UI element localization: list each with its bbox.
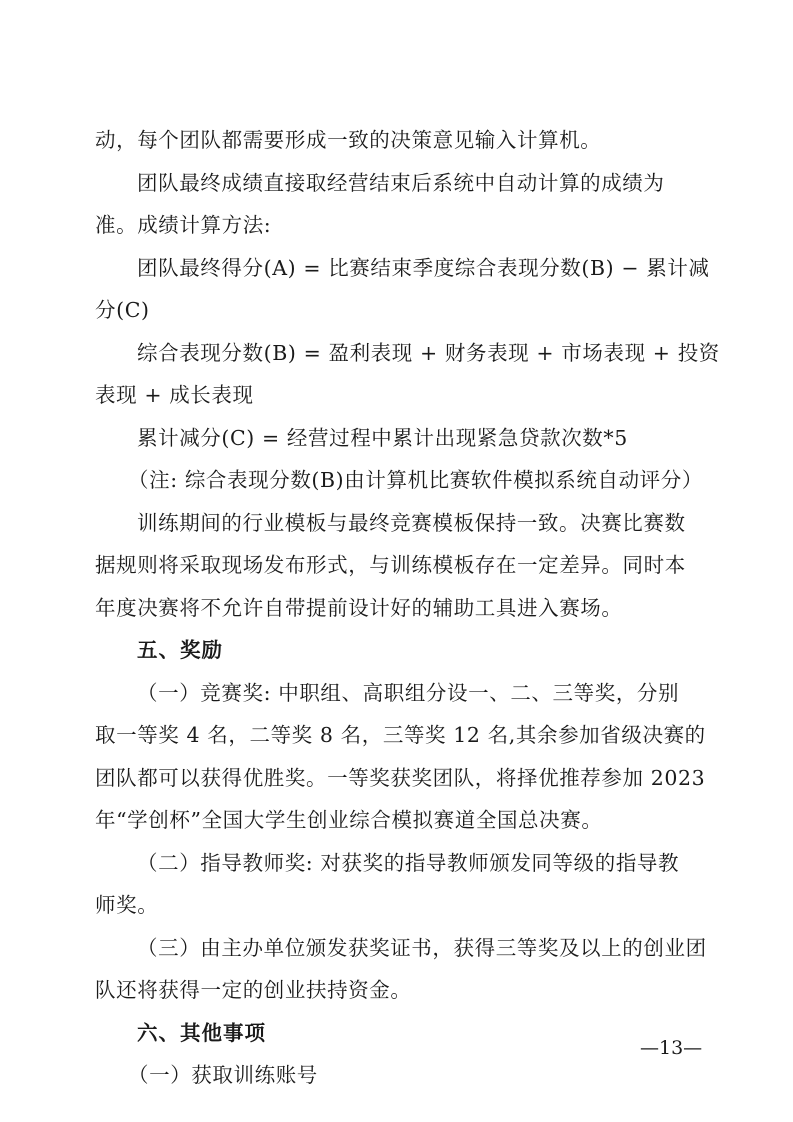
paragraph-line: 团队都可以获得优胜奖。一等奖获奖团队，将择优推荐参加 2023 — [95, 766, 706, 790]
paragraph-line: 取一等奖 4 名，二等奖 8 名，三等奖 12 名,其余参加省级决赛的 — [95, 723, 706, 747]
paragraph-line: 团队最终成绩直接取经营结束后系统中自动计算的成绩为 — [137, 171, 665, 195]
section-heading: 五、奖励 — [137, 638, 223, 662]
paragraph-line: 年度决赛将不允许自带提前设计好的辅助工具进入赛场。 — [95, 596, 623, 620]
paragraph-line: （二）指导教师奖: 对获奖的指导教师颁发同等级的指导教 — [137, 851, 680, 875]
paragraph-line: 年“学创杯”全国大学生创业综合模拟赛道全国总决赛。 — [95, 808, 603, 832]
paragraph-line: （三）由主办单位颁发获奖证书，获得三等奖及以上的创业团 — [137, 936, 707, 960]
paragraph-line: 准。成绩计算方法: — [95, 213, 272, 237]
paragraph-line: 据规则将采取现场发布形式，与训练模板存在一定差异。同时本 — [95, 553, 686, 577]
paragraph-line: 动，每个团队都需要形成一致的决策意见输入计算机。 — [95, 128, 602, 152]
paragraph-line: （一）竞赛奖: 中职组、高职组分设一、二、三等奖，分别 — [137, 681, 680, 705]
formula-line: 团队最终得分(A) = 比赛结束季度综合表现分数(B) − 累计减 — [137, 256, 710, 280]
formula-line: 表现 + 成长表现 — [95, 383, 254, 407]
formula-line: 综合表现分数(B) = 盈利表现 + 财务表现 + 市场表现 + 投资 — [137, 341, 720, 365]
paragraph-line: 队还将获得一定的创业扶持资金。 — [95, 978, 412, 1002]
page-number: —13— — [640, 1037, 703, 1059]
paragraph-line: 师奖。 — [95, 893, 159, 917]
section-heading: 六、其他事项 — [137, 1021, 266, 1045]
note-line: （注: 综合表现分数(B)由计算机比赛软件模拟系统自动评分） — [128, 468, 703, 492]
paragraph-line: 训练期间的行业模板与最终竞赛模板保持一致。决赛比赛数 — [137, 511, 686, 535]
subsection-heading: （一）获取训练账号 — [128, 1063, 318, 1087]
formula-line: 累计减分(C) = 经营过程中累计出现紧急贷款次数*5 — [137, 426, 628, 450]
formula-line: 分(C) — [95, 298, 150, 322]
